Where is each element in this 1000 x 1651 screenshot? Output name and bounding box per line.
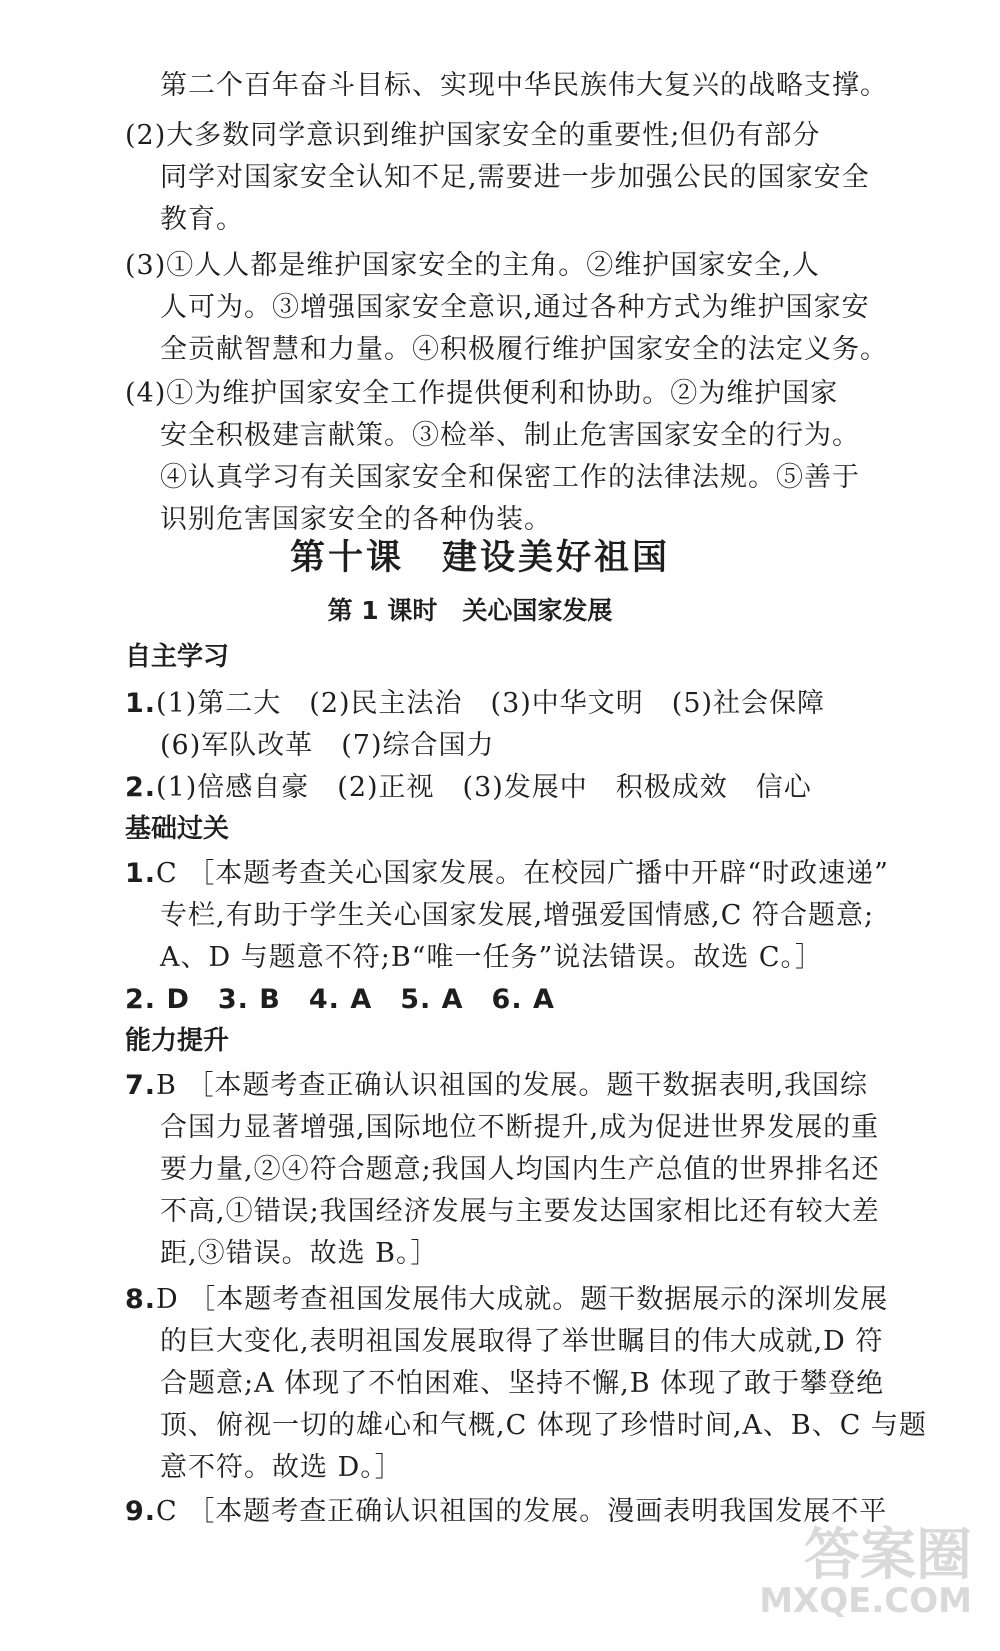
answer-2-line-3: 教育。: [160, 204, 244, 235]
question-number: 1.: [125, 858, 157, 889]
answer-2-line-2: 同学对国家安全认知不足,需要进一步加强公民的国家安全: [160, 162, 870, 193]
answer-4-line-2: 安全积极建言献策。③检举、制止危害国家安全的行为。: [160, 420, 860, 451]
advanced-q8-line-1: D ［本题考查祖国发展伟大成就。题干数据展示的深圳发展: [156, 1284, 889, 1315]
watermark-logo: [759, 1511, 972, 1621]
section-heading-basics: 基础过关: [125, 814, 230, 844]
lesson-title: 第十课 建设美好祖国: [289, 537, 670, 578]
watermark-url: MXQE.COM: [759, 1581, 972, 1621]
basics-q1-line-1: C ［本题考查关心国家发展。在校园广播中开辟“时政速递”: [156, 858, 889, 889]
lesson-subtitle: 第 1 课时 关心国家发展: [327, 596, 613, 625]
advanced-q7-line-5: 距,③错误。故选 B。］: [160, 1238, 439, 1269]
question-number: 9.: [125, 1496, 157, 1527]
advanced-q9-line-1: C ［本题考查正确认识祖国的发展。漫画表明我国发展不平: [156, 1496, 888, 1527]
advanced-q8-line-5: 意不符。故选 D。］: [160, 1452, 403, 1483]
answer-2-line-1: (2)大多数同学意识到维护国家安全的重要性;但仍有部分: [125, 120, 821, 151]
self-study-q2-line-1: (1)倍感自豪 (2)正视 (3)发展中 积极成效 信心: [156, 772, 812, 803]
section-heading-self-study: 自主学习: [125, 642, 230, 672]
basics-q1-line-2: 专栏,有助于学生关心国家发展,增强爱国情感,C 符合题意;: [160, 900, 875, 931]
advanced-q8-line-3: 合题意;A 体现了不怕困难、坚持不懈,B 体现了敢于攀登绝: [160, 1368, 885, 1399]
advanced-q8-line-2: 的巨大变化,表明祖国发展取得了举世瞩目的伟大成就,D 符: [160, 1326, 884, 1357]
advanced-q8: [125, 1282, 888, 1318]
basics-q2-to-q6: 2. D 3. B 4. A 5. A 6. A: [125, 984, 555, 1015]
answer-4-line-1: (4)①为维护国家安全工作提供便利和协助。②为维护国家: [125, 378, 839, 409]
question-number: 2.: [125, 772, 157, 803]
question-number: 7.: [125, 1070, 157, 1101]
answer-3-line-2: 人可为。③增强国家安全意识,通过各种方式为维护国家安: [160, 292, 870, 323]
basics-q1: [125, 856, 889, 892]
answer-4-line-4: 识别危害国家安全的各种伪装。: [160, 504, 552, 535]
answer-3-line-3: 全贡献智慧和力量。④积极履行维护国家安全的法定义务。: [160, 334, 888, 365]
question-number: 1.: [125, 688, 157, 719]
answer-3-line-1: (3)①人人都是维护国家安全的主角。②维护国家安全,人: [125, 250, 820, 281]
basics-q1-line-3: A、D 与题意不符;B“唯一任务”说法错误。故选 C。］: [160, 942, 824, 973]
advanced-q7-line-4: 不高,①错误;我国经济发展与主要发达国家相比还有较大差: [160, 1196, 880, 1227]
self-study-q1-line-1: (1)第二大 (2)民主法治 (3)中华文明 (5)社会保障: [156, 688, 826, 719]
watermark-text: 答案圈: [804, 1523, 972, 1588]
section-heading-advanced: 能力提升: [125, 1026, 230, 1056]
advanced-q7-line-3: 要力量,②④符合题意;我国人均国内生产总值的世界排名还: [160, 1154, 880, 1185]
advanced-q7-line-2: 合国力显著增强,国际地位不断提升,成为促进世界发展的重: [160, 1112, 880, 1143]
self-study-q1-line-2: (6)军队改革 (7)综合国力: [160, 730, 495, 761]
intro-line-1: 第二个百年奋斗目标、实现中华民族伟大复兴的战略支撑。: [160, 70, 888, 101]
self-study-q1: [125, 686, 825, 722]
self-study-q2: [125, 770, 812, 806]
question-number: 8.: [125, 1284, 157, 1315]
answer-4-line-3: ④认真学习有关国家安全和保密工作的法律法规。⑤善于: [160, 462, 860, 493]
advanced-q7: [125, 1068, 868, 1104]
advanced-q8-line-4: 顶、俯视一切的雄心和气概,C 体现了珍惜时间,A、B、C 与题: [160, 1410, 927, 1441]
advanced-q7-line-1: B ［本题考查正确认识祖国的发展。题干数据表明,我国综: [156, 1070, 869, 1101]
